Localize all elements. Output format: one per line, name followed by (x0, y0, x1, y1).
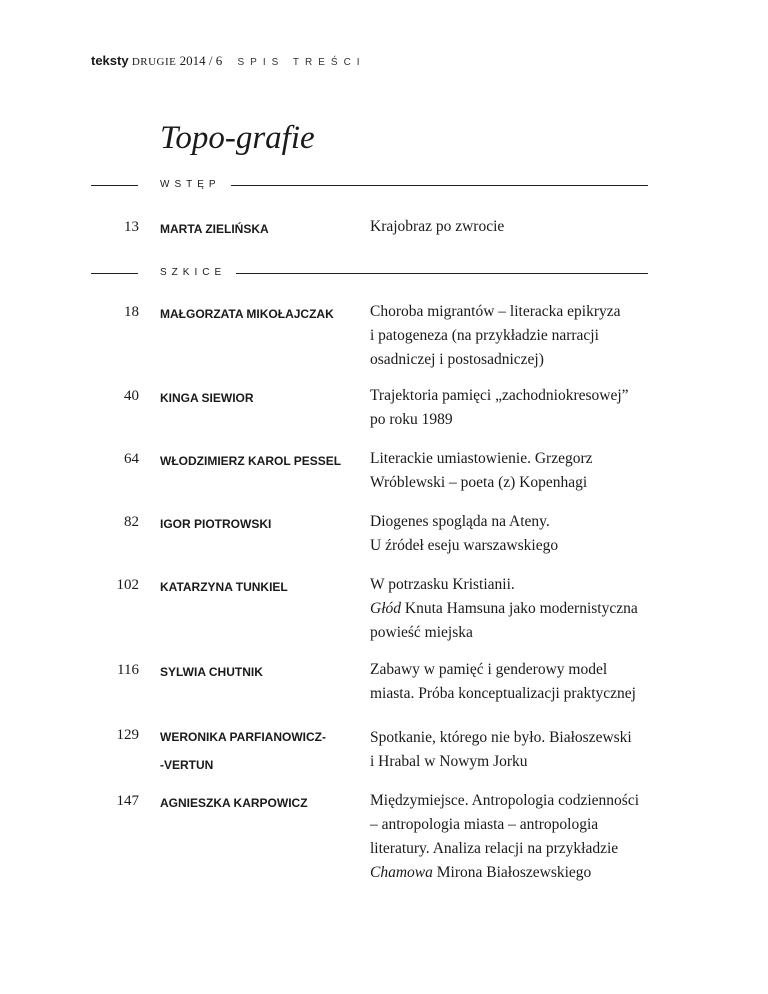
page-number: 102 (116, 577, 139, 593)
author-name: KINGA SIEWIOR (160, 391, 254, 405)
divider-right (231, 185, 648, 186)
section-header (91, 178, 648, 192)
article-title: Krajobraz po zwrocie (370, 218, 505, 235)
page-number: 40 (124, 388, 139, 404)
article-title: Diogenes spogląda na Ateny. U źródeł eseju warszawskiego (370, 513, 559, 554)
journal-name-rest: DRUGIE (131, 56, 177, 68)
author-name: KATARZYNA TUNKIEL (160, 580, 288, 594)
article-title: Międzymiejsce. Antropologia codzienności – antropologia miasta – antropologia literatury. Analiza relacji na przykładzie Chamowa Mirona Białoszewskiego (370, 792, 640, 881)
page-number: 64 (124, 451, 139, 467)
journal-name-bold: teksty (91, 53, 129, 68)
italic-book-title: Chamowa (370, 864, 433, 881)
article-title: Zabawy w pamięć i genderowy model miasta. Próba konceptualizacji praktycznej (370, 661, 636, 702)
article-title: Trajektoria pamięci „zachodniokresowej” po roku 1989 (370, 387, 629, 428)
page-number: 18 (124, 304, 139, 320)
article-title: Choroba migrantów – literacka epikryza i patogeneza (na przykładzie narracji osadniczej i postosadniczej) (370, 303, 621, 368)
table-of-contents-label: SPIS TREŚCI (237, 57, 366, 68)
author-name: AGNIESZKA KARPOWICZ (160, 796, 308, 810)
issue-title: Topo-grafie (160, 120, 315, 156)
page-number: 82 (124, 514, 139, 530)
author-name: WERONIKA PARFIANOWICZ- -VERTUN (160, 730, 326, 772)
page-number: 129 (116, 727, 139, 743)
italic-book-title: Głód (370, 600, 401, 617)
running-header (91, 53, 366, 69)
article-title: Spotkanie, którego nie było. Białoszewski i Hrabal w Nowym Jorku (370, 729, 632, 770)
author-name: MAŁGORZATA MIKOŁAJCZAK (160, 307, 334, 321)
section-label: SZKICE (160, 267, 227, 278)
author-name: SYLWIA CHUTNIK (160, 665, 263, 679)
divider-right (236, 273, 648, 274)
page-number: 116 (117, 662, 139, 678)
year-issue: 2014 / 6 (179, 53, 223, 68)
article-title: Literackie umiastowienie. Grzegorz Wróblewski – poeta (z) Kopenhagi (370, 450, 593, 491)
section-header (91, 266, 648, 280)
page-number: 147 (116, 793, 139, 809)
author-name: WŁODZIMIERZ KAROL PESSEL (160, 454, 342, 468)
divider-left (91, 273, 138, 274)
article-title: W potrzasku Kristianii. Głód Knuta Hamsuna jako modernistyczna powieść miejska (370, 576, 638, 641)
page-number: 13 (124, 219, 139, 235)
section-label: WSTĘP (160, 179, 221, 190)
author-name: MARTA ZIELIŃSKA (160, 222, 269, 236)
divider-left (91, 185, 138, 186)
author-name: IGOR PIOTROWSKI (160, 517, 272, 531)
